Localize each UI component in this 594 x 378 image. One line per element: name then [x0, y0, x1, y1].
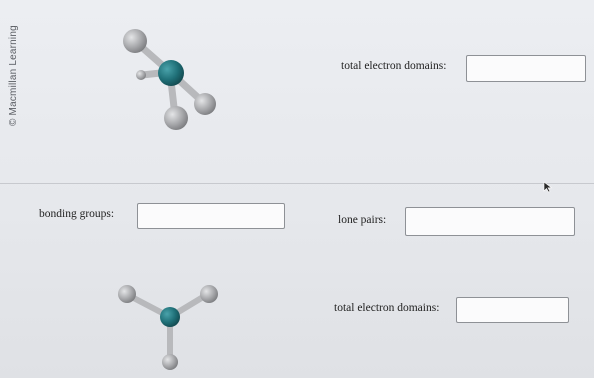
total-electron-domains-label-2: total electron domains:	[334, 302, 440, 314]
mouse-pointer-icon	[543, 181, 553, 193]
outer-atom-2	[136, 70, 146, 80]
outer-atom-6	[200, 285, 218, 303]
molecule-model-2	[115, 282, 225, 372]
bonding-groups-input[interactable]	[137, 203, 285, 229]
lone-pairs-input[interactable]	[405, 207, 575, 236]
central-atom-2	[160, 307, 180, 327]
lone-pairs-label: lone pairs:	[338, 214, 387, 226]
total-electron-domains-label-1: total electron domains:	[341, 60, 447, 72]
section-divider	[0, 183, 594, 184]
outer-atom-7	[162, 354, 178, 370]
copyright-credit: © Macmillan Learning	[8, 25, 19, 126]
total-electron-domains-input-1[interactable]	[466, 55, 586, 82]
outer-atom-1	[123, 29, 147, 53]
bonding-groups-label: bonding groups:	[39, 208, 115, 220]
total-electron-domains-input-2[interactable]	[456, 297, 569, 323]
molecule-model-1	[105, 25, 225, 145]
outer-atom-5	[118, 285, 136, 303]
central-atom	[158, 60, 184, 86]
outer-atom-3	[194, 93, 216, 115]
outer-atom-4	[164, 106, 188, 130]
